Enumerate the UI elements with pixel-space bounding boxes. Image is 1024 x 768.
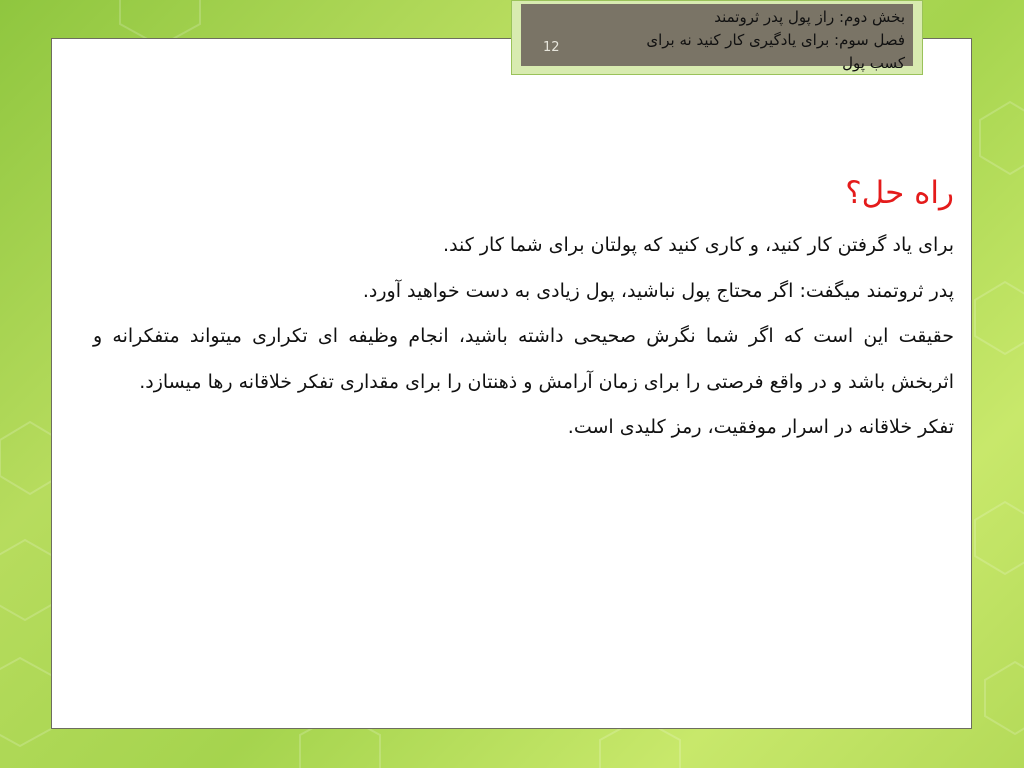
paragraph-1: برای یاد گرفتن کار کنید، و کاری کنید که پولتان برای شما کار کند. xyxy=(443,234,954,256)
section-header-text xyxy=(515,6,905,75)
paragraph-2: پدر ثروتمند میگفت: اگر محتاج پول نباشید، پول زیادی به دست خواهید آورد. xyxy=(362,279,954,302)
header-line-part: بخش دوم: راز پول پدر ثروتمند xyxy=(714,8,905,26)
slide-number: 12 xyxy=(543,40,560,55)
header-line-chapter: فصل سوم: برای یادگیری کار کنید نه برای xyxy=(646,31,905,49)
paragraph-4: تفکر خلاقانه در اسرار موفقیت، رمز کلیدی است. xyxy=(567,416,954,438)
section-header-box xyxy=(511,0,923,75)
slide-body xyxy=(93,170,954,451)
section-header-fill xyxy=(521,4,913,72)
slide-content-panel xyxy=(51,38,972,729)
paragraph-3: حقیقت این است که اگر شما نگرش صحیحی داشته باشید، انجام وظیفه ای تکراری میتواند متفکرانه و اثربخش باشد و در واقع فرصتی را برای زمان آرامش و ذهنتان را برای مقداری تفکر خلاقانه رها میسازد. xyxy=(93,325,954,393)
slide-title: راه حل؟ xyxy=(845,175,954,211)
header-line-chapter-cont: کسب پول xyxy=(842,54,905,72)
